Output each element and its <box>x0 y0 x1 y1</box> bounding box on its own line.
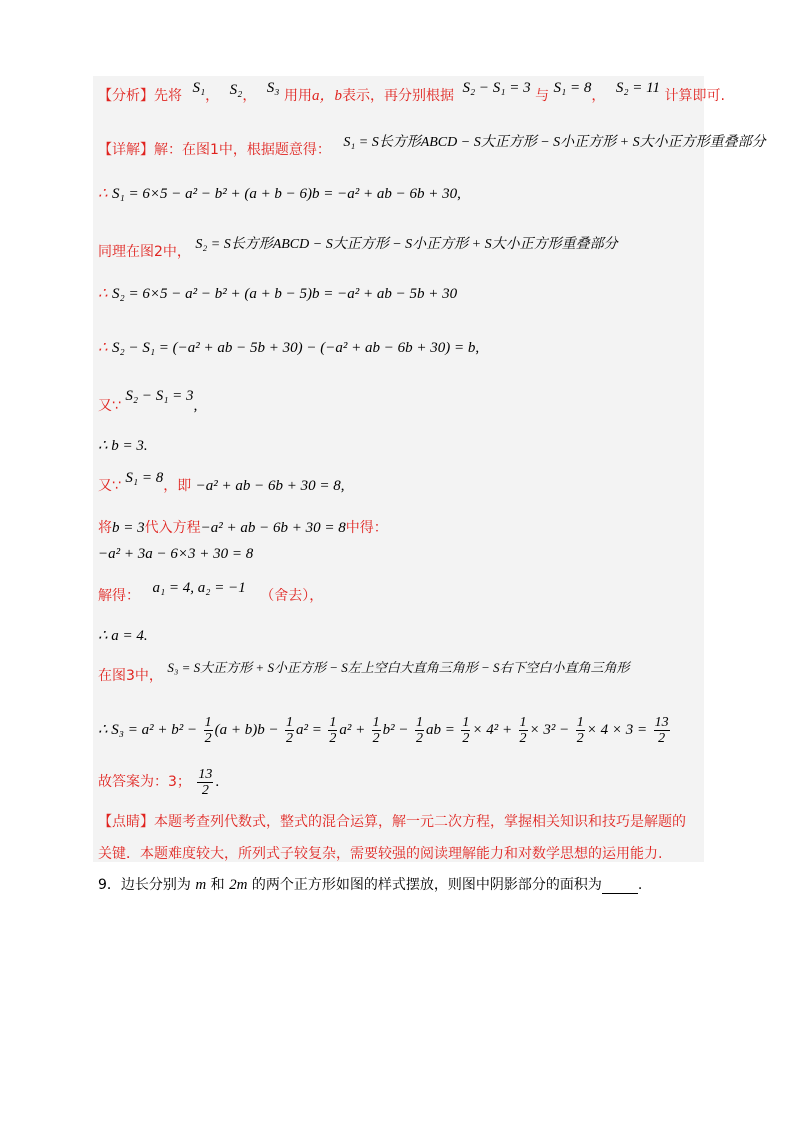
result-b: ∴ b = 3. <box>98 438 148 454</box>
detail-text: 又∵ <box>98 398 121 414</box>
answer-label: 故答案为： <box>98 774 168 790</box>
math-roots: a₁ = 4, a₂ = −1 <box>152 580 246 596</box>
answer-line <box>98 762 219 802</box>
analysis-text: 用用 <box>283 88 312 104</box>
comment-line <box>98 812 686 832</box>
analysis-text: 计算即可. <box>664 88 725 104</box>
result-a: ∴ a = 4. <box>98 628 148 644</box>
fraction <box>461 715 470 746</box>
period: . <box>215 774 220 790</box>
detail-line <box>98 237 618 263</box>
s3-calc: b² − <box>382 722 409 738</box>
detail-text: 中得： <box>345 520 388 536</box>
math-cond2: S₁ = 8 <box>125 470 164 486</box>
math-s3: S₃ <box>266 80 280 96</box>
sep: ， <box>591 88 606 104</box>
formula-line <box>98 544 253 564</box>
formula-line <box>98 626 148 646</box>
fraction-den: 2 <box>372 730 380 746</box>
analysis-text: 与 <box>535 88 550 104</box>
formula-s2-val: S₂ = 6×5 − a² − b² + (a + b − 5)b = −a² + ab − 5b + 30 <box>112 286 458 302</box>
detail-text: 解得： <box>98 588 140 604</box>
analysis-line <box>98 80 725 106</box>
formula-line: ∴ S₁ = 6×5 − a² − b² + (a + b − 6)b = −a² + ab − 6b + 30, <box>98 186 461 202</box>
math-b3: b = 3 <box>112 520 145 536</box>
detail-line: 又∵ S₁ = 8，即 −a² + ab − 6b + 30 = 8, <box>98 470 345 494</box>
fraction-num: 1 <box>372 714 380 730</box>
detail-text: 同理在图2中， <box>98 244 191 260</box>
formula-s3-def: S₃ = S大正方形 + S小正方形 − S左上空白大直角三角形 − S右下空白小直角三角形 <box>167 660 630 675</box>
math-eq3: S₂ = 11 <box>615 80 661 96</box>
s3-calc: × 4 × 3 = <box>586 722 648 738</box>
fraction-num: 1 <box>576 714 584 730</box>
s3-calc: ∴ S₃ = a² + b² − <box>98 722 198 738</box>
fraction <box>576 715 585 746</box>
s3-calc: a² + <box>339 722 366 738</box>
formula-substituted: −a² + 3a − 6×3 + 30 = 8 <box>98 546 254 562</box>
math-cond1: S₂ − S₁ = 3 <box>125 388 194 404</box>
comment-text: 本题考查列代数式，整式的混合运算，解一元二次方程，掌握相关知识和技巧是解题的 <box>154 814 686 830</box>
math-eq1: S₂ − S₁ = 3 <box>462 80 531 96</box>
fraction-den: 2 <box>286 730 294 746</box>
therefore-symbol: ∴ <box>98 340 108 356</box>
s3-calc: (a + b)b − <box>214 722 279 738</box>
analysis-vars: a，b <box>311 88 342 104</box>
fraction-den: 2 <box>204 730 212 746</box>
math-2m: 2m <box>229 877 248 893</box>
fraction-num: 1 <box>286 714 294 730</box>
therefore-symbol: ∴ <box>98 286 108 302</box>
fraction <box>328 715 337 746</box>
answer-2-fraction <box>197 767 213 798</box>
fraction <box>372 715 381 746</box>
analysis-text: 表示，再分别根据 <box>341 88 454 104</box>
fraction <box>519 715 528 746</box>
detail-text: 代入方程 <box>144 520 201 536</box>
math-eq: −a² + ab − 6b + 30 = 8 <box>200 520 346 536</box>
comment-line <box>98 844 662 864</box>
analysis-text: 先将 <box>154 88 182 104</box>
detail-text: （舍去）， <box>260 588 324 604</box>
fraction-num: 1 <box>329 714 337 730</box>
detail-text: 在图3中， <box>98 668 163 684</box>
answer-blank[interactable] <box>602 879 638 894</box>
detail-line <box>98 660 630 686</box>
fraction-num: 1 <box>519 714 527 730</box>
therefore-symbol: ∴ <box>98 186 108 202</box>
formula-diff: S₂ − S₁ = (−a² + ab − 5b + 30) − (−a² + ab − 6b + 30) = b <box>112 340 476 356</box>
math-cond2b: −a² + ab − 6b + 30 = 8 <box>195 478 341 494</box>
fraction <box>415 715 424 746</box>
answer-1: 3； <box>168 774 191 790</box>
fraction-den: 2 <box>462 730 470 746</box>
math-s1: S₁ <box>192 80 206 96</box>
formula-line <box>98 284 457 304</box>
math-s2: S₂ <box>229 82 243 98</box>
analysis-tag: 【分析】 <box>98 88 154 104</box>
fraction-num: 13 <box>198 766 213 782</box>
sep: ， <box>205 88 220 104</box>
detail-line <box>98 580 324 606</box>
fraction <box>285 715 294 746</box>
s3-calc: × 3² − <box>529 722 570 738</box>
detail-tag: 【详解】 <box>98 142 154 158</box>
fraction-den: 2 <box>519 730 527 746</box>
fraction-den: 2 <box>329 730 337 746</box>
formula-s1-val: S₁ = 6×5 − a² − b² + (a + b − 6)b = −a² + ab − 6b + 30 <box>112 186 458 202</box>
question-text: 的两个正方形如图的样式摆放，则图中阴影部分的面积为 <box>251 877 602 893</box>
formula-s2-def: S₂ = S长方形ABCD − S大正方形 − S小正方形 + S大小正方形重叠部分 <box>195 237 618 252</box>
sep: ， <box>242 88 257 104</box>
math-eq2: S₁ = 8 <box>553 80 592 96</box>
detail-line: 又∵ S₂ − S₁ = 3, <box>98 388 198 414</box>
fraction-den: 2 <box>576 730 584 746</box>
fraction <box>204 715 213 746</box>
question-text: 和 <box>210 877 225 893</box>
detail-line <box>98 135 766 161</box>
detail-line <box>98 518 388 538</box>
fraction <box>654 715 670 746</box>
detail-text: ，即 <box>163 478 192 494</box>
detail-text: 又∵ <box>98 478 121 494</box>
fraction-den: 2 <box>658 730 666 746</box>
s3-calc: a² = <box>296 722 322 738</box>
question-number: 9． <box>98 877 121 893</box>
detail-text: 将 <box>98 520 112 536</box>
fraction-num: 1 <box>462 714 470 730</box>
fraction-den: 2 <box>416 730 423 746</box>
formula-line: ∴ S₂ − S₁ = (−a² + ab − 5b + 30) − (−a² + ab − 6b + 30) = b, <box>98 340 480 356</box>
fraction-num: 1 <box>416 714 423 730</box>
formula-s1-def: S₁ = S长方形ABCD − S大正方形 − S小正方形 + S大小正方形重叠部分 <box>343 135 766 150</box>
formula-line <box>98 710 672 750</box>
s3-calc: ab = <box>426 722 455 738</box>
formula-line <box>98 436 148 456</box>
question-text: 边长分别为 <box>120 877 191 893</box>
fraction-num: 1 <box>204 714 212 730</box>
comment-tag: 【点睛】 <box>98 814 154 830</box>
fraction-den: 2 <box>201 782 209 798</box>
comment-text: 关键．本题难度较大，所列式子较复杂，需要较强的阅读理解能力和对数学思想的运用能力. <box>98 846 663 862</box>
fraction-num: 13 <box>654 714 669 730</box>
period: . <box>637 877 643 893</box>
s3-calc: × 4² + <box>472 722 513 738</box>
detail-text: 解：在图1中，根据题意得： <box>154 142 331 158</box>
math-m: m <box>195 877 207 893</box>
question-9 <box>98 874 642 894</box>
